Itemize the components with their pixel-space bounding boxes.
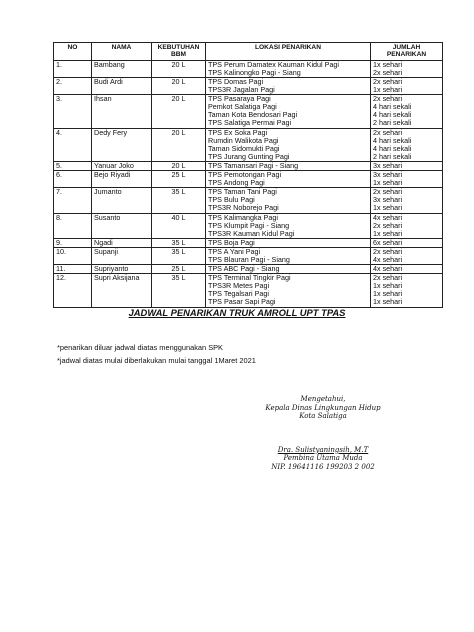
table-row [54, 274, 443, 307]
table-row [54, 188, 443, 213]
pickup-frequency: 3x sehari [373, 195, 403, 205]
pickup-locations [206, 60, 371, 77]
sign-position: Kepala Dinas Lingkungan Hidup [265, 403, 381, 412]
schedule-table [53, 42, 443, 308]
row-number: 8. [54, 213, 92, 238]
pickup-frequency: 1x sehari [373, 203, 403, 213]
pickup-frequency: 2x sehari [373, 273, 403, 283]
pickup-location: TPS Terminal Tingkir Pagi [208, 273, 291, 283]
document-title: JADWAL PENARIKAN TRUK AMROLL UPT TPAS [128, 307, 346, 318]
header-lokasi: LOKASI PENARIKAN [206, 43, 371, 61]
row-number: 7. [54, 188, 92, 213]
driver-name: Jumanto [92, 188, 152, 213]
pickup-frequencies [371, 213, 443, 238]
fuel-need: 20 L [152, 161, 206, 170]
pickup-locations [206, 213, 371, 238]
fuel-need: 25 L [152, 171, 206, 188]
pickup-location: TPS3R Jagalan Pagi [208, 85, 275, 95]
pickup-frequency: 4x sehari [373, 212, 403, 222]
row-number: 3. [54, 95, 92, 128]
fuel-need: 35 L [152, 247, 206, 264]
pickup-locations [206, 188, 371, 213]
pickup-frequency: 2x sehari [373, 246, 403, 256]
fuel-need: 20 L [152, 78, 206, 95]
pickup-location: Taman Sidomukti Pagi [208, 143, 280, 153]
pickup-location: Taman Kota Bendosari Pagi [208, 110, 298, 120]
pickup-frequency: 2 hari sekali [373, 118, 412, 128]
fuel-need: 20 L [152, 128, 206, 161]
pickup-location: TPS Blauran Pagi - Siang [208, 254, 290, 264]
row-number: 9. [54, 238, 92, 247]
pickup-location: TPS Domas Pagi [208, 77, 264, 86]
header-nama: NAMA [92, 43, 152, 61]
row-number: 12. [54, 274, 92, 307]
pickup-location: TPS Tamansari Pagi - Siang [208, 160, 299, 170]
pickup-frequency: 2x sehari [373, 187, 403, 197]
row-number: 1. [54, 60, 92, 77]
pickup-frequency: 1x sehari [373, 281, 403, 291]
pickup-location: TPS3R Kauman Kidul Pagi [208, 228, 295, 238]
pickup-locations [206, 128, 371, 161]
pickup-frequency: 1x sehari [373, 228, 403, 238]
driver-name: Supri Aksijana [92, 274, 152, 307]
pickup-frequency: 1x sehari [373, 178, 403, 188]
table-row [54, 95, 443, 128]
pickup-frequency: 1x sehari [373, 85, 403, 95]
fuel-need: 25 L [152, 265, 206, 274]
table-row [54, 78, 443, 95]
pickup-location: TPS Andong Pagi [208, 178, 265, 188]
driver-name: Bejo Riyadi [92, 171, 152, 188]
table-header-row [54, 43, 443, 61]
pickup-location: TPS Taman Tani Pagi [208, 187, 277, 197]
pickup-frequencies [371, 128, 443, 161]
pickup-location: TPS3R Noborejo Pagi [208, 203, 279, 213]
pickup-frequencies [371, 247, 443, 264]
driver-name: Supanji [92, 247, 152, 264]
pickup-location: Pemkot Salatiga Pagi [208, 102, 277, 112]
pickup-frequency: 1x sehari [373, 289, 403, 299]
pickup-frequency: 2x sehari [373, 77, 403, 86]
pickup-locations [206, 238, 371, 247]
pickup-frequency: 3x sehari [373, 160, 403, 170]
fuel-need: 40 L [152, 213, 206, 238]
fuel-need: 20 L [152, 95, 206, 128]
table-body [54, 60, 443, 307]
table-row [54, 171, 443, 188]
note-spk: *penarikan diluar jadwal diatas menggunakan SPK [57, 343, 223, 352]
pickup-frequencies [371, 60, 443, 77]
pickup-locations [206, 274, 371, 307]
fuel-need: 35 L [152, 188, 206, 213]
row-number: 6. [54, 171, 92, 188]
table-row [54, 247, 443, 264]
pickup-locations [206, 78, 371, 95]
pickup-location: TPS Perum Damatex Kauman Kidul Pagi [208, 59, 340, 69]
pickup-frequency: 4x sehari [373, 264, 403, 274]
pickup-location: TPS Tegalsari Pagi [208, 289, 269, 299]
pickup-location: TPS Klumpit Pagi - Siang [208, 220, 290, 230]
sign-acknowledged: Mengetahui, [300, 395, 346, 403]
driver-name: Bambang [92, 60, 152, 77]
pickup-location: TPS Salatiga Permai Pagi [208, 118, 292, 128]
fuel-need: 20 L [152, 60, 206, 77]
pickup-locations [206, 171, 371, 188]
driver-name: Supriyanto [92, 265, 152, 274]
pickup-frequency: 4x sehari [373, 254, 403, 264]
pickup-frequencies [371, 171, 443, 188]
pickup-frequencies [371, 95, 443, 128]
pickup-location: TPS Boja Pagi [208, 237, 255, 247]
row-number: 11. [54, 265, 92, 274]
sign-nip: NIP. 19641116 199203 2 002 [271, 462, 375, 471]
signature-block [238, 395, 408, 472]
header-bbm: KEBUTUHAN BBM [152, 43, 206, 61]
pickup-frequency: 4 hari sekali [373, 143, 412, 153]
pickup-location: TPS Bulu Pagi [208, 195, 255, 205]
fuel-need: 35 L [152, 274, 206, 307]
pickup-location: TPS Pemotongan Pagi [208, 170, 282, 180]
row-number: 5. [54, 161, 92, 170]
pickup-frequency: 6x sehari [373, 237, 403, 247]
table-row [54, 128, 443, 161]
pickup-locations [206, 95, 371, 128]
pickup-location: TPS Pasaraya Pagi [208, 94, 271, 104]
pickup-frequency: 4 hari sekali [373, 110, 412, 120]
table-row [54, 238, 443, 247]
pickup-frequency: 3x sehari [373, 170, 403, 180]
driver-name: Susanto [92, 213, 152, 238]
pickup-frequency: 2x sehari [373, 127, 403, 137]
table-row [54, 213, 443, 238]
pickup-frequency: 2x sehari [373, 94, 403, 104]
driver-name: Budi Ardi [92, 78, 152, 95]
pickup-location: TPS ABC Pagi - Siang [208, 264, 280, 274]
pickup-frequencies [371, 188, 443, 213]
pickup-location: Rumdin Walikota Pagi [208, 135, 279, 145]
pickup-frequencies [371, 274, 443, 307]
pickup-location: TPS Jurang Gunting Pagi [208, 151, 290, 161]
row-number: 10. [54, 247, 92, 264]
sign-name: Dra. Sulistyaningsih, M.T [277, 445, 369, 454]
pickup-location: TPS Pasar Sapi Pagi [208, 297, 276, 307]
sign-city: Kota Salatiga [299, 412, 347, 421]
pickup-frequency: 2 hari sekali [373, 151, 412, 161]
signature-space [238, 421, 408, 446]
pickup-frequency: 4 hari sekali [373, 135, 412, 145]
pickup-locations [206, 247, 371, 264]
driver-name: Yanuar Joko [92, 161, 152, 170]
pickup-location: TPS A Yani Pagi [208, 246, 261, 256]
pickup-frequencies [371, 78, 443, 95]
header-no: NO [54, 43, 92, 61]
driver-name: Ihsan [92, 95, 152, 128]
pickup-frequencies [371, 238, 443, 247]
pickup-frequency: 1x sehari [373, 59, 403, 69]
row-number: 4. [54, 128, 92, 161]
pickup-frequency: 2x sehari [373, 220, 403, 230]
driver-name: Ngadi [92, 238, 152, 247]
driver-name: Dedy Fery [92, 128, 152, 161]
pickup-frequency: 2x sehari [373, 67, 403, 77]
pickup-location: TPS Kalinongko Pagi - Siang [208, 67, 301, 77]
header-jumlah: JUMLAH PENARIKAN [371, 43, 443, 61]
sign-rank: Pembina Utama Muda [283, 454, 363, 463]
row-number: 2. [54, 78, 92, 95]
pickup-location: TPS3R Metes Pagi [208, 281, 270, 291]
pickup-frequency: 4 hari sekali [373, 102, 412, 112]
pickup-frequency: 1x sehari [373, 297, 403, 307]
note-effective-date: *jadwal diatas mulai diberlakukan mulai tanggal 1Maret 2021 [57, 356, 256, 365]
fuel-need: 35 L [152, 238, 206, 247]
table-row [54, 60, 443, 77]
pickup-location: TPS Kalimangka Pagi [208, 212, 278, 222]
pickup-location: TPS Ex Soka Pagi [208, 127, 268, 137]
